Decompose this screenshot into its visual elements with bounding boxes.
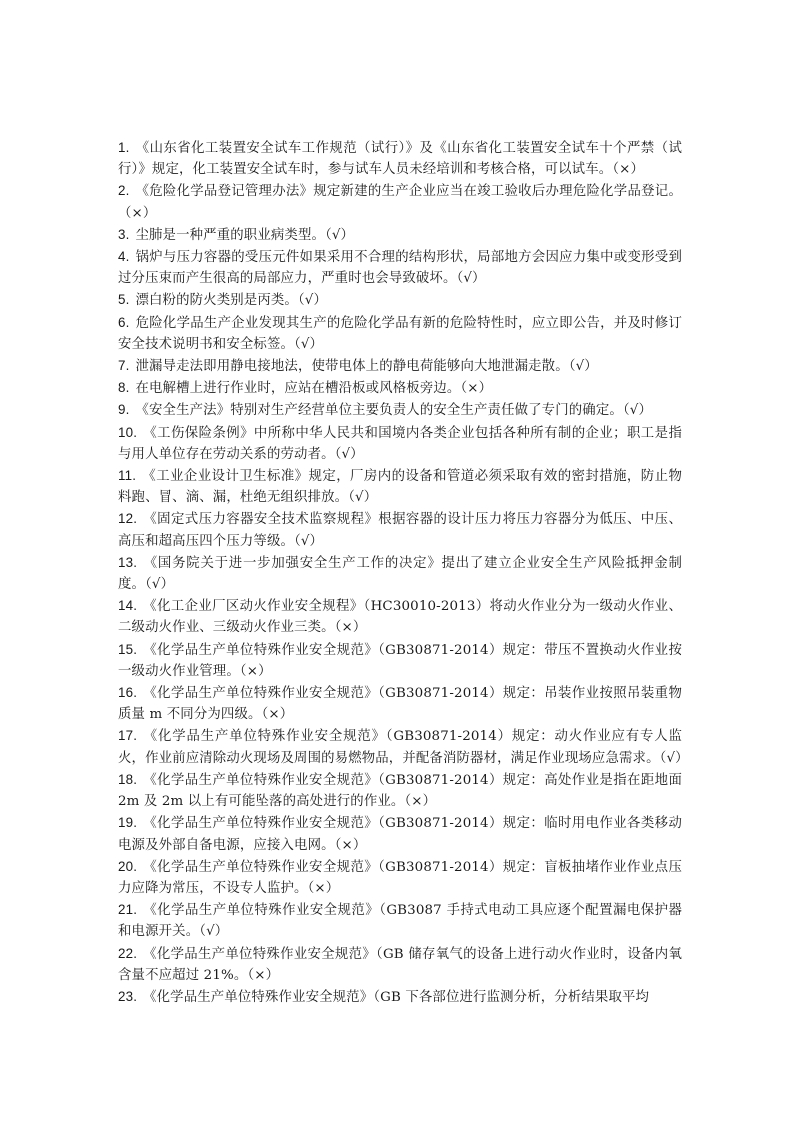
item-number: 5. (118, 292, 130, 308)
item-text: 《化学品生产单位特殊作业安全规范》（GB30871-2014）规定：带压不置换动火作业按一级动火作业管理。（×） (118, 642, 682, 679)
item-text: 《化学品生产单位特殊作业安全规范》（GB30871-2014）规定：高处作业是指在距地面 2m 及 2m 以上有可能坠落的高处进行的作业。（×） (118, 772, 682, 810)
item-text: 《工业企业设计卫生标准》规定，厂房内的设备和管道必须采取有效的密封措施，防止物料跑、冒、滴、漏，杜绝无组织排放。（√） (118, 469, 682, 506)
item-text: 《化学品生产单位特殊作业安全规范》（GB30871-2014）规定：盲板抽堵作业作业点压力应降为常压，不设专人监护。（×） (118, 859, 682, 896)
item-number: 2. (118, 183, 130, 199)
item-text: 尘肺是一种严重的职业病类型。（√） (135, 227, 355, 243)
list-item (118, 682, 682, 725)
list-item (118, 312, 682, 355)
item-text: 《国务院关于进一步加强安全生产工作的决定》提出了建立企业安全生产风险抵押金制度。（√） (118, 555, 682, 593)
list-item (118, 769, 682, 812)
item-text: 危险化学品生产企业发现其生产的危险化学品有新的危险特性时，应立即公告，并及时修订安全技术说明书和安全标签。（√） (118, 315, 682, 352)
item-text: 《化学品生产单位特殊作业安全规范》（GB 储存氧气的设备上进行动火作业时，设备内氧含量不应超过 21%。（×） (118, 946, 682, 983)
item-text: 《安全生产法》特别对生产经营单位主要负责人的安全生产责任做了专门的确定。（√） (135, 403, 652, 419)
item-number: 1. (118, 140, 130, 155)
item-number: 6. (118, 314, 130, 330)
item-number: 17. (118, 728, 138, 744)
list-item (118, 422, 682, 465)
item-text: 在电解槽上进行作业时，应站在槽沿板或风格板旁边。（×） (135, 381, 493, 397)
list-item (118, 595, 682, 638)
item-number: 10. (118, 424, 138, 440)
item-number: 22. (118, 945, 138, 961)
item-text: 《危险化学品登记管理办法》规定新建的生产企业应当在竣工验收后办理危险化学品登记。（×） (118, 184, 682, 221)
item-number: 12. (118, 511, 138, 527)
item-text: 《山东省化工装置安全试车工作规范（试行）》及《山东省化工装置安全试车十个严禁（试行）》规定，化工装置安全试车时，参与试车人员未经培训和考核合格，可以试车。（×） (118, 141, 682, 178)
item-text: 锅炉与压力容器的受压元件如果采用不合理的结构形状，局部地方会因应力集中或变形受到过分压束而产生很高的局部应力，严重时也会导致破坏。（√） (118, 250, 682, 287)
item-text: 《化学品生产单位特殊作业安全规范》（GB30871-2014）规定：吊装作业按照吊装重物质量 m 不同分为四级。（×） (118, 686, 682, 723)
item-text: 《固定式压力容器安全技术监察规程》根据容器的设计压力将压力容器分为低压、中压、高压和超高压四个压力等级。（√） (118, 512, 682, 549)
item-text: 《工伤保险条例》中所称中华人民共和国境内各类企业包括各种所有制的企业；职工是指与用人单位存在劳动关系的劳动者。（√） (118, 425, 682, 462)
list-item (118, 246, 682, 289)
item-number: 23. (118, 988, 138, 1004)
item-number: 21. (118, 902, 138, 918)
item-number: 7. (118, 358, 130, 374)
list-item (118, 224, 682, 246)
list-item (118, 639, 682, 682)
list-item (118, 399, 682, 421)
list-item (118, 899, 682, 942)
list-item (118, 289, 682, 311)
item-number: 18. (118, 771, 138, 787)
list-item (118, 508, 682, 551)
list-item (118, 377, 682, 399)
item-number: 15. (118, 641, 138, 657)
item-number: 20. (118, 858, 138, 874)
list-item (118, 465, 682, 508)
item-number: 3. (118, 226, 130, 242)
item-text: 《化学品生产单位特殊作业安全规范》（GB3087 手持式电动工具应逐个配置漏电保护器和电源开关。（√） (118, 903, 682, 940)
list-item (118, 725, 689, 768)
item-number: 14. (118, 598, 138, 614)
list-item (118, 986, 682, 1008)
list-item (118, 137, 682, 180)
item-number: 16. (118, 685, 138, 701)
item-number: 13. (118, 554, 138, 570)
question-list (118, 137, 689, 1008)
item-text: 漂白粉的防火类别是丙类。（√） (135, 293, 328, 309)
item-text: 《化学品生产单位特殊作业安全规范》（GB30871-2014）规定：临时用电作业各类移动电源及外部自备电源，应接入电网。（×） (118, 816, 682, 853)
list-item (118, 552, 682, 595)
item-text: 泄漏导走法即用静电接地法，使带电体上的静电荷能够向大地泄漏走散。（√） (135, 359, 598, 375)
item-text: 《化工企业厂区动火作业安全规程》（HC30010-2013）将动火作业分为一级动火作业、二级动火作业、三级动火作业三类。（×） (118, 599, 682, 636)
list-item (118, 355, 682, 377)
item-number: 11. (118, 468, 137, 484)
item-text: 《化学品生产单位特殊作业安全规范》（GB 下各部位进行监测分析，分析结果取平均 (143, 989, 650, 1005)
item-text: 《化学品生产单位特殊作业安全规范》（GB30871-2014）规定：动火作业应有专人监火，作业前应清除动火现场及周围的易燃物品，并配备消防器材，满足作业现场应急需求。（√） (118, 729, 689, 766)
list-item (118, 943, 682, 986)
list-item (118, 856, 682, 899)
item-number: 8. (118, 380, 130, 396)
item-number: 4. (118, 249, 130, 265)
item-number: 9. (118, 402, 130, 418)
list-item (118, 812, 682, 855)
item-number: 19. (118, 815, 138, 831)
list-item (118, 180, 682, 223)
